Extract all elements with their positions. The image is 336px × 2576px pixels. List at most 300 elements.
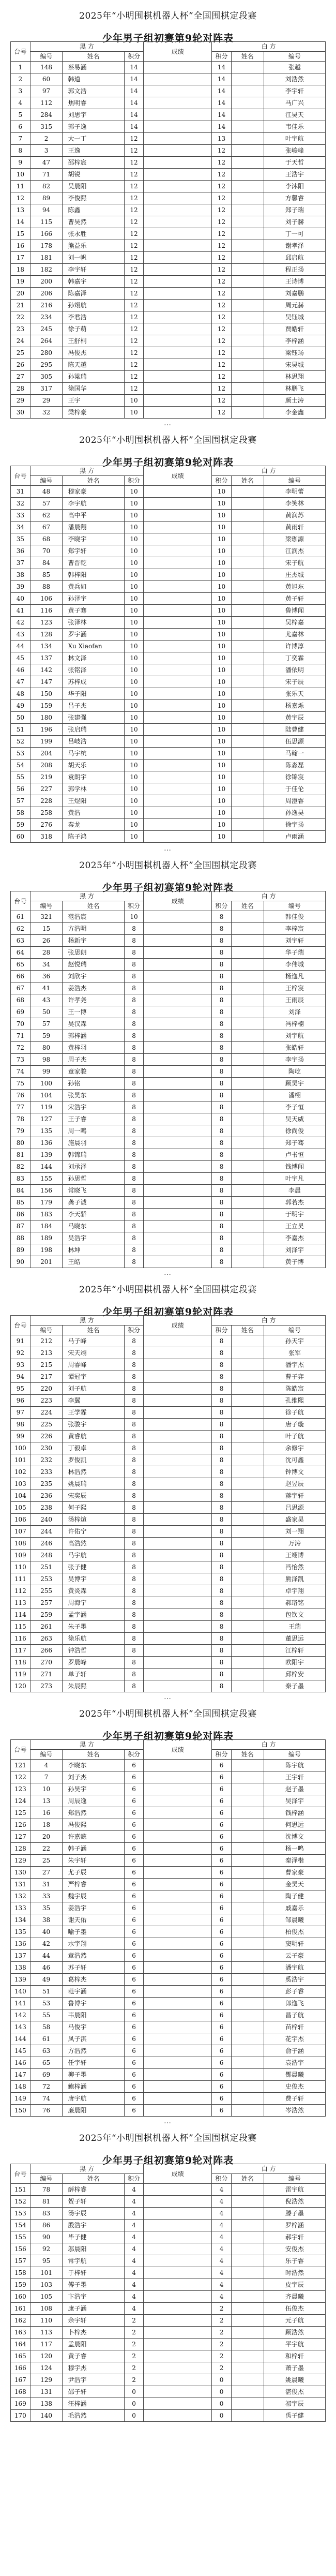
white-name [231, 1926, 264, 1938]
result[interactable] [144, 700, 212, 712]
result[interactable] [144, 73, 212, 85]
result[interactable] [144, 1633, 212, 1645]
white-score: 10 [212, 605, 232, 617]
pairing-row [11, 748, 326, 760]
result[interactable] [144, 1197, 212, 1209]
pairing-row [11, 2021, 326, 2033]
black-id: 251 [30, 1561, 63, 1573]
result[interactable] [144, 1950, 212, 1962]
white-id: 王立昊 [264, 1220, 325, 1232]
table-no: 39 [11, 581, 30, 593]
white-score: 8 [212, 947, 232, 959]
result[interactable] [144, 1526, 212, 1538]
white-id: 钟博文 [264, 1466, 325, 1478]
white-id: 俞子涵 [264, 2045, 325, 2057]
result[interactable] [144, 2220, 212, 2231]
black-id: 35 [30, 1902, 63, 1914]
result[interactable] [144, 1867, 212, 1879]
result[interactable] [144, 923, 212, 935]
black-id: 72 [30, 2081, 63, 2093]
result[interactable] [144, 807, 212, 819]
result[interactable] [144, 1938, 212, 1950]
table-no: 4 [11, 97, 30, 109]
white-name [231, 676, 264, 688]
result[interactable] [144, 1371, 212, 1383]
white-score: 14 [212, 97, 232, 109]
black-name: 卜梓杰 [63, 2327, 124, 2339]
table-no: 7 [11, 133, 30, 145]
white-id: 李子恒 [264, 1101, 325, 1113]
pairing-row [11, 1066, 326, 1078]
result[interactable] [144, 617, 212, 629]
result[interactable] [144, 2009, 212, 2021]
result[interactable] [144, 947, 212, 959]
result[interactable] [144, 335, 212, 347]
result[interactable] [144, 2410, 212, 2422]
black-id: 199 [30, 736, 63, 748]
result[interactable] [144, 1855, 212, 1867]
black-name: 毕子健 [63, 2231, 124, 2243]
black-name: 陈天越 [63, 359, 124, 371]
result[interactable] [144, 347, 212, 359]
result[interactable] [144, 831, 212, 843]
pairing-row [11, 1926, 326, 1938]
page-separator: … [164, 2117, 172, 2125]
white-id: 黄子博 [264, 1256, 325, 1268]
result[interactable] [144, 533, 212, 545]
table-no: 41 [11, 605, 30, 617]
white-name [231, 1526, 264, 1538]
result[interactable] [144, 1347, 212, 1359]
result[interactable] [144, 971, 212, 982]
white-id: 梁钰玚 [264, 347, 325, 359]
black-name: 汪梓涵 [63, 2398, 124, 2410]
result[interactable] [144, 2255, 212, 2267]
result[interactable] [144, 510, 212, 522]
result[interactable] [144, 181, 212, 192]
tournament-title: 2025年“小明围棋机器人杯”全国围棋定段赛 [79, 1285, 257, 1295]
result[interactable] [144, 1431, 212, 1442]
result[interactable] [144, 2350, 212, 2362]
result[interactable] [144, 2386, 212, 2398]
result[interactable] [144, 1561, 212, 1573]
result[interactable] [144, 2327, 212, 2339]
white-name [231, 2045, 264, 2057]
header-row-groups [11, 1740, 326, 1750]
result[interactable] [144, 145, 212, 157]
result[interactable] [144, 2021, 212, 2033]
result[interactable] [144, 1030, 212, 1042]
pairing-row [11, 771, 326, 783]
result[interactable] [144, 1514, 212, 1526]
result[interactable] [144, 2057, 212, 2069]
white-score: 8 [212, 1431, 232, 1442]
white-id: 宋子航 [264, 557, 325, 569]
result[interactable] [144, 1926, 212, 1938]
result[interactable] [144, 1974, 212, 1986]
result[interactable] [144, 581, 212, 593]
result[interactable] [144, 498, 212, 510]
result[interactable] [144, 486, 212, 498]
black-name: 陈子鸿 [63, 831, 124, 843]
white-id: 李伟城 [264, 959, 325, 971]
white-name [231, 2069, 264, 2081]
white-name [231, 911, 264, 923]
result[interactable] [144, 629, 212, 641]
result[interactable] [144, 2374, 212, 2386]
result[interactable] [144, 1125, 212, 1137]
result[interactable] [144, 288, 212, 300]
white-id: 徐宇扬 [264, 819, 325, 831]
black-id: 29 [30, 395, 63, 407]
table-no: 42 [11, 617, 30, 629]
table-no: 64 [11, 947, 30, 959]
black-id: 159 [30, 700, 63, 712]
result[interactable] [144, 1078, 212, 1090]
table-no: 50 [11, 712, 30, 724]
white-name [231, 795, 264, 807]
result[interactable] [144, 1454, 212, 1466]
page-header [0, 1702, 336, 1743]
result[interactable] [144, 2033, 212, 2045]
result[interactable] [144, 1359, 212, 1371]
black-name: 孙梁瑞 [63, 371, 124, 383]
result[interactable] [144, 300, 212, 311]
result[interactable] [144, 1538, 212, 1550]
result[interactable] [144, 2081, 212, 2093]
result[interactable] [144, 192, 212, 204]
white-score: 8 [212, 1466, 232, 1478]
table-no: 85 [11, 1197, 30, 1209]
black-id: 106 [30, 593, 63, 605]
result[interactable] [144, 1149, 212, 1161]
result[interactable] [144, 1232, 212, 1244]
result[interactable] [144, 2339, 212, 2350]
black-id: 273 [30, 1680, 63, 1692]
result[interactable] [144, 371, 212, 383]
result[interactable] [144, 783, 212, 795]
result[interactable] [144, 569, 212, 581]
result[interactable] [144, 1831, 212, 1843]
white-id: 伍思源 [264, 736, 325, 748]
result[interactable] [144, 1383, 212, 1395]
white-name [231, 557, 264, 569]
white-score: 10 [212, 783, 232, 795]
white-score: 6 [212, 1819, 232, 1831]
table-no: 109 [11, 1550, 30, 1561]
result[interactable] [144, 359, 212, 371]
white-score: 10 [212, 700, 232, 712]
black-name: 刘承泽 [63, 1161, 124, 1173]
white-name [231, 395, 264, 407]
result[interactable] [144, 760, 212, 771]
result[interactable] [144, 1018, 212, 1030]
result[interactable] [144, 1407, 212, 1419]
result[interactable] [144, 228, 212, 240]
black-name: 陈嘉泽 [63, 288, 124, 300]
result[interactable] [144, 1645, 212, 1657]
result[interactable] [144, 771, 212, 783]
black-name: 周海宁 [63, 1597, 124, 1609]
result[interactable] [144, 1680, 212, 1692]
result[interactable] [144, 1986, 212, 1998]
result[interactable] [144, 1807, 212, 1819]
result[interactable] [144, 1998, 212, 2009]
result[interactable] [144, 407, 212, 419]
white-name [231, 2220, 264, 2231]
result[interactable] [144, 935, 212, 947]
black-name: 梁梓豪 [63, 407, 124, 419]
result[interactable] [144, 2243, 212, 2255]
result[interactable] [144, 1669, 212, 1680]
result[interactable] [144, 383, 212, 395]
table-no: 78 [11, 1113, 30, 1125]
black-id: 235 [30, 1478, 63, 1490]
table-no: 120 [11, 1680, 30, 1692]
result[interactable] [144, 1771, 212, 1783]
black-name: 王学霖 [63, 1407, 124, 1419]
white-name [231, 264, 264, 276]
result[interactable] [144, 1573, 212, 1585]
white-score: 10 [212, 771, 232, 783]
black-name: 李俊熙 [63, 192, 124, 204]
result[interactable] [144, 1819, 212, 1831]
black-id: 259 [30, 1609, 63, 1621]
white-id: 秦泽楷 [264, 1855, 325, 1867]
black-name: 王煜阳 [63, 795, 124, 807]
white-id: 姚晨曦 [264, 2374, 325, 2386]
result[interactable] [144, 748, 212, 760]
pairing-row [11, 2009, 326, 2021]
table-no: 68 [11, 994, 30, 1006]
black-name: 李君浩 [63, 311, 124, 323]
result[interactable] [144, 1914, 212, 1926]
result[interactable] [144, 712, 212, 724]
pairing-row [11, 1466, 326, 1478]
result[interactable] [144, 169, 212, 181]
result[interactable] [144, 1609, 212, 1621]
result[interactable] [144, 1621, 212, 1633]
black-name: 李晓宇 [63, 533, 124, 545]
white-name [231, 2279, 264, 2291]
black-name: 于梓轩 [63, 2267, 124, 2279]
result[interactable] [144, 557, 212, 569]
result[interactable] [144, 1902, 212, 1914]
black-score: 8 [124, 1645, 144, 1657]
result[interactable] [144, 1490, 212, 1502]
result[interactable] [144, 1173, 212, 1185]
header-white-score: 积分 [212, 1326, 232, 1335]
black-score: 6 [124, 2021, 144, 2033]
black-score: 8 [124, 1161, 144, 1173]
result[interactable] [144, 2291, 212, 2303]
result[interactable] [144, 1419, 212, 1431]
header-table-no: 台号 [11, 1740, 30, 1760]
white-name [231, 2398, 264, 2410]
black-score: 8 [124, 1680, 144, 1692]
black-name: 郑浩然 [63, 1807, 124, 1819]
pairing-row [11, 1431, 326, 1442]
result[interactable] [144, 1890, 212, 1902]
white-id: 王诗博 [264, 276, 325, 288]
result[interactable] [144, 204, 212, 216]
black-id: 117 [30, 2339, 63, 2350]
result[interactable] [144, 994, 212, 1006]
result[interactable] [144, 1795, 212, 1807]
pairing-row [11, 736, 326, 748]
result[interactable] [144, 109, 212, 121]
white-id: 林鹏飞 [264, 383, 325, 395]
white-id: 于明宇 [264, 1209, 325, 1220]
white-id: 吴钰城 [264, 311, 325, 323]
result[interactable] [144, 819, 212, 831]
white-name [231, 1161, 264, 1173]
result[interactable] [144, 1066, 212, 1078]
result[interactable] [144, 959, 212, 971]
result[interactable] [144, 1101, 212, 1113]
pairing-row [11, 1347, 326, 1359]
result[interactable] [144, 252, 212, 264]
result[interactable] [144, 1502, 212, 1514]
pairing-row [11, 2033, 326, 2045]
result[interactable] [144, 795, 212, 807]
result[interactable] [144, 1220, 212, 1232]
result[interactable] [144, 216, 212, 228]
result[interactable] [144, 2093, 212, 2105]
result[interactable] [144, 641, 212, 652]
result[interactable] [144, 157, 212, 169]
result[interactable] [144, 2196, 212, 2208]
result[interactable] [144, 1256, 212, 1268]
result[interactable] [144, 323, 212, 335]
white-id: 刘泽宇 [264, 1244, 325, 1256]
result[interactable] [144, 1161, 212, 1173]
result[interactable] [144, 264, 212, 276]
pairing-row [11, 1078, 326, 1090]
result[interactable] [144, 2315, 212, 2327]
result[interactable] [144, 1209, 212, 1220]
result[interactable] [144, 1478, 212, 1490]
result[interactable] [144, 2362, 212, 2374]
pairing-row [11, 1573, 326, 1585]
result[interactable] [144, 1843, 212, 1855]
header-black-group: 黑 方 [30, 891, 144, 901]
black-name: 何子熙 [63, 1502, 124, 1514]
black-score: 10 [124, 652, 144, 664]
result[interactable] [144, 276, 212, 288]
result[interactable] [144, 133, 212, 145]
result[interactable] [144, 1395, 212, 1407]
result[interactable] [144, 1597, 212, 1609]
black-score: 6 [124, 2033, 144, 2045]
white-id: 钱梓涵 [264, 1807, 325, 1819]
black-score: 6 [124, 2093, 144, 2105]
black-id: 51 [30, 1986, 63, 1998]
result[interactable] [144, 545, 212, 557]
result[interactable] [144, 1054, 212, 1066]
result[interactable] [144, 1006, 212, 1018]
result[interactable] [144, 1042, 212, 1054]
result[interactable] [144, 2303, 212, 2315]
result[interactable] [144, 1550, 212, 1561]
result[interactable] [144, 736, 212, 748]
result[interactable] [144, 62, 212, 73]
result[interactable] [144, 2184, 212, 2196]
result[interactable] [144, 1783, 212, 1795]
black-name: 丁毅卓 [63, 1442, 124, 1454]
result[interactable] [144, 982, 212, 994]
result[interactable] [144, 1185, 212, 1197]
result[interactable] [144, 240, 212, 252]
result[interactable] [144, 2398, 212, 2410]
result[interactable] [144, 593, 212, 605]
result[interactable] [144, 724, 212, 736]
result[interactable] [144, 311, 212, 323]
result[interactable] [144, 2045, 212, 2057]
white-score: 12 [212, 204, 232, 216]
result[interactable] [144, 1585, 212, 1597]
result[interactable] [144, 97, 212, 109]
result[interactable] [144, 1879, 212, 1890]
white-name [231, 1867, 264, 1879]
black-id: 57 [30, 1018, 63, 1030]
white-name [231, 2303, 264, 2315]
black-id: 55 [30, 2009, 63, 2021]
black-name: 韩锦瑞 [63, 1149, 124, 1161]
header-result: 成绩 [144, 42, 212, 62]
result[interactable] [144, 85, 212, 97]
result[interactable] [144, 1335, 212, 1347]
black-name: 李宇轩 [63, 264, 124, 276]
pairing-row [11, 1359, 326, 1371]
result[interactable] [144, 1137, 212, 1149]
result[interactable] [144, 1760, 212, 1771]
result[interactable] [144, 1657, 212, 1669]
result[interactable] [144, 2208, 212, 2220]
black-score: 8 [124, 1669, 144, 1680]
result[interactable] [144, 2279, 212, 2291]
result[interactable] [144, 1113, 212, 1125]
result[interactable] [144, 652, 212, 664]
white-id: 华子瑞 [264, 947, 325, 959]
result[interactable] [144, 2267, 212, 2279]
black-name: 林浩然 [63, 1466, 124, 1478]
result[interactable] [144, 2231, 212, 2243]
white-id: 蒋宇轩 [264, 1490, 325, 1502]
result[interactable] [144, 395, 212, 407]
result[interactable] [144, 688, 212, 700]
result[interactable] [144, 911, 212, 923]
white-name [231, 2021, 264, 2033]
result[interactable] [144, 605, 212, 617]
result[interactable] [144, 121, 212, 133]
result[interactable] [144, 676, 212, 688]
result[interactable] [144, 1442, 212, 1454]
result[interactable] [144, 2105, 212, 2117]
result[interactable] [144, 664, 212, 676]
result[interactable] [144, 2069, 212, 2081]
result[interactable] [144, 522, 212, 533]
result[interactable] [144, 1244, 212, 1256]
white-name [231, 1407, 264, 1419]
black-name: 廉晨阳 [63, 2105, 124, 2117]
white-score: 8 [212, 1550, 232, 1561]
white-score: 12 [212, 228, 232, 240]
result[interactable] [144, 1090, 212, 1101]
result[interactable] [144, 1466, 212, 1478]
black-id: 155 [30, 1173, 63, 1185]
result[interactable] [144, 1962, 212, 1974]
